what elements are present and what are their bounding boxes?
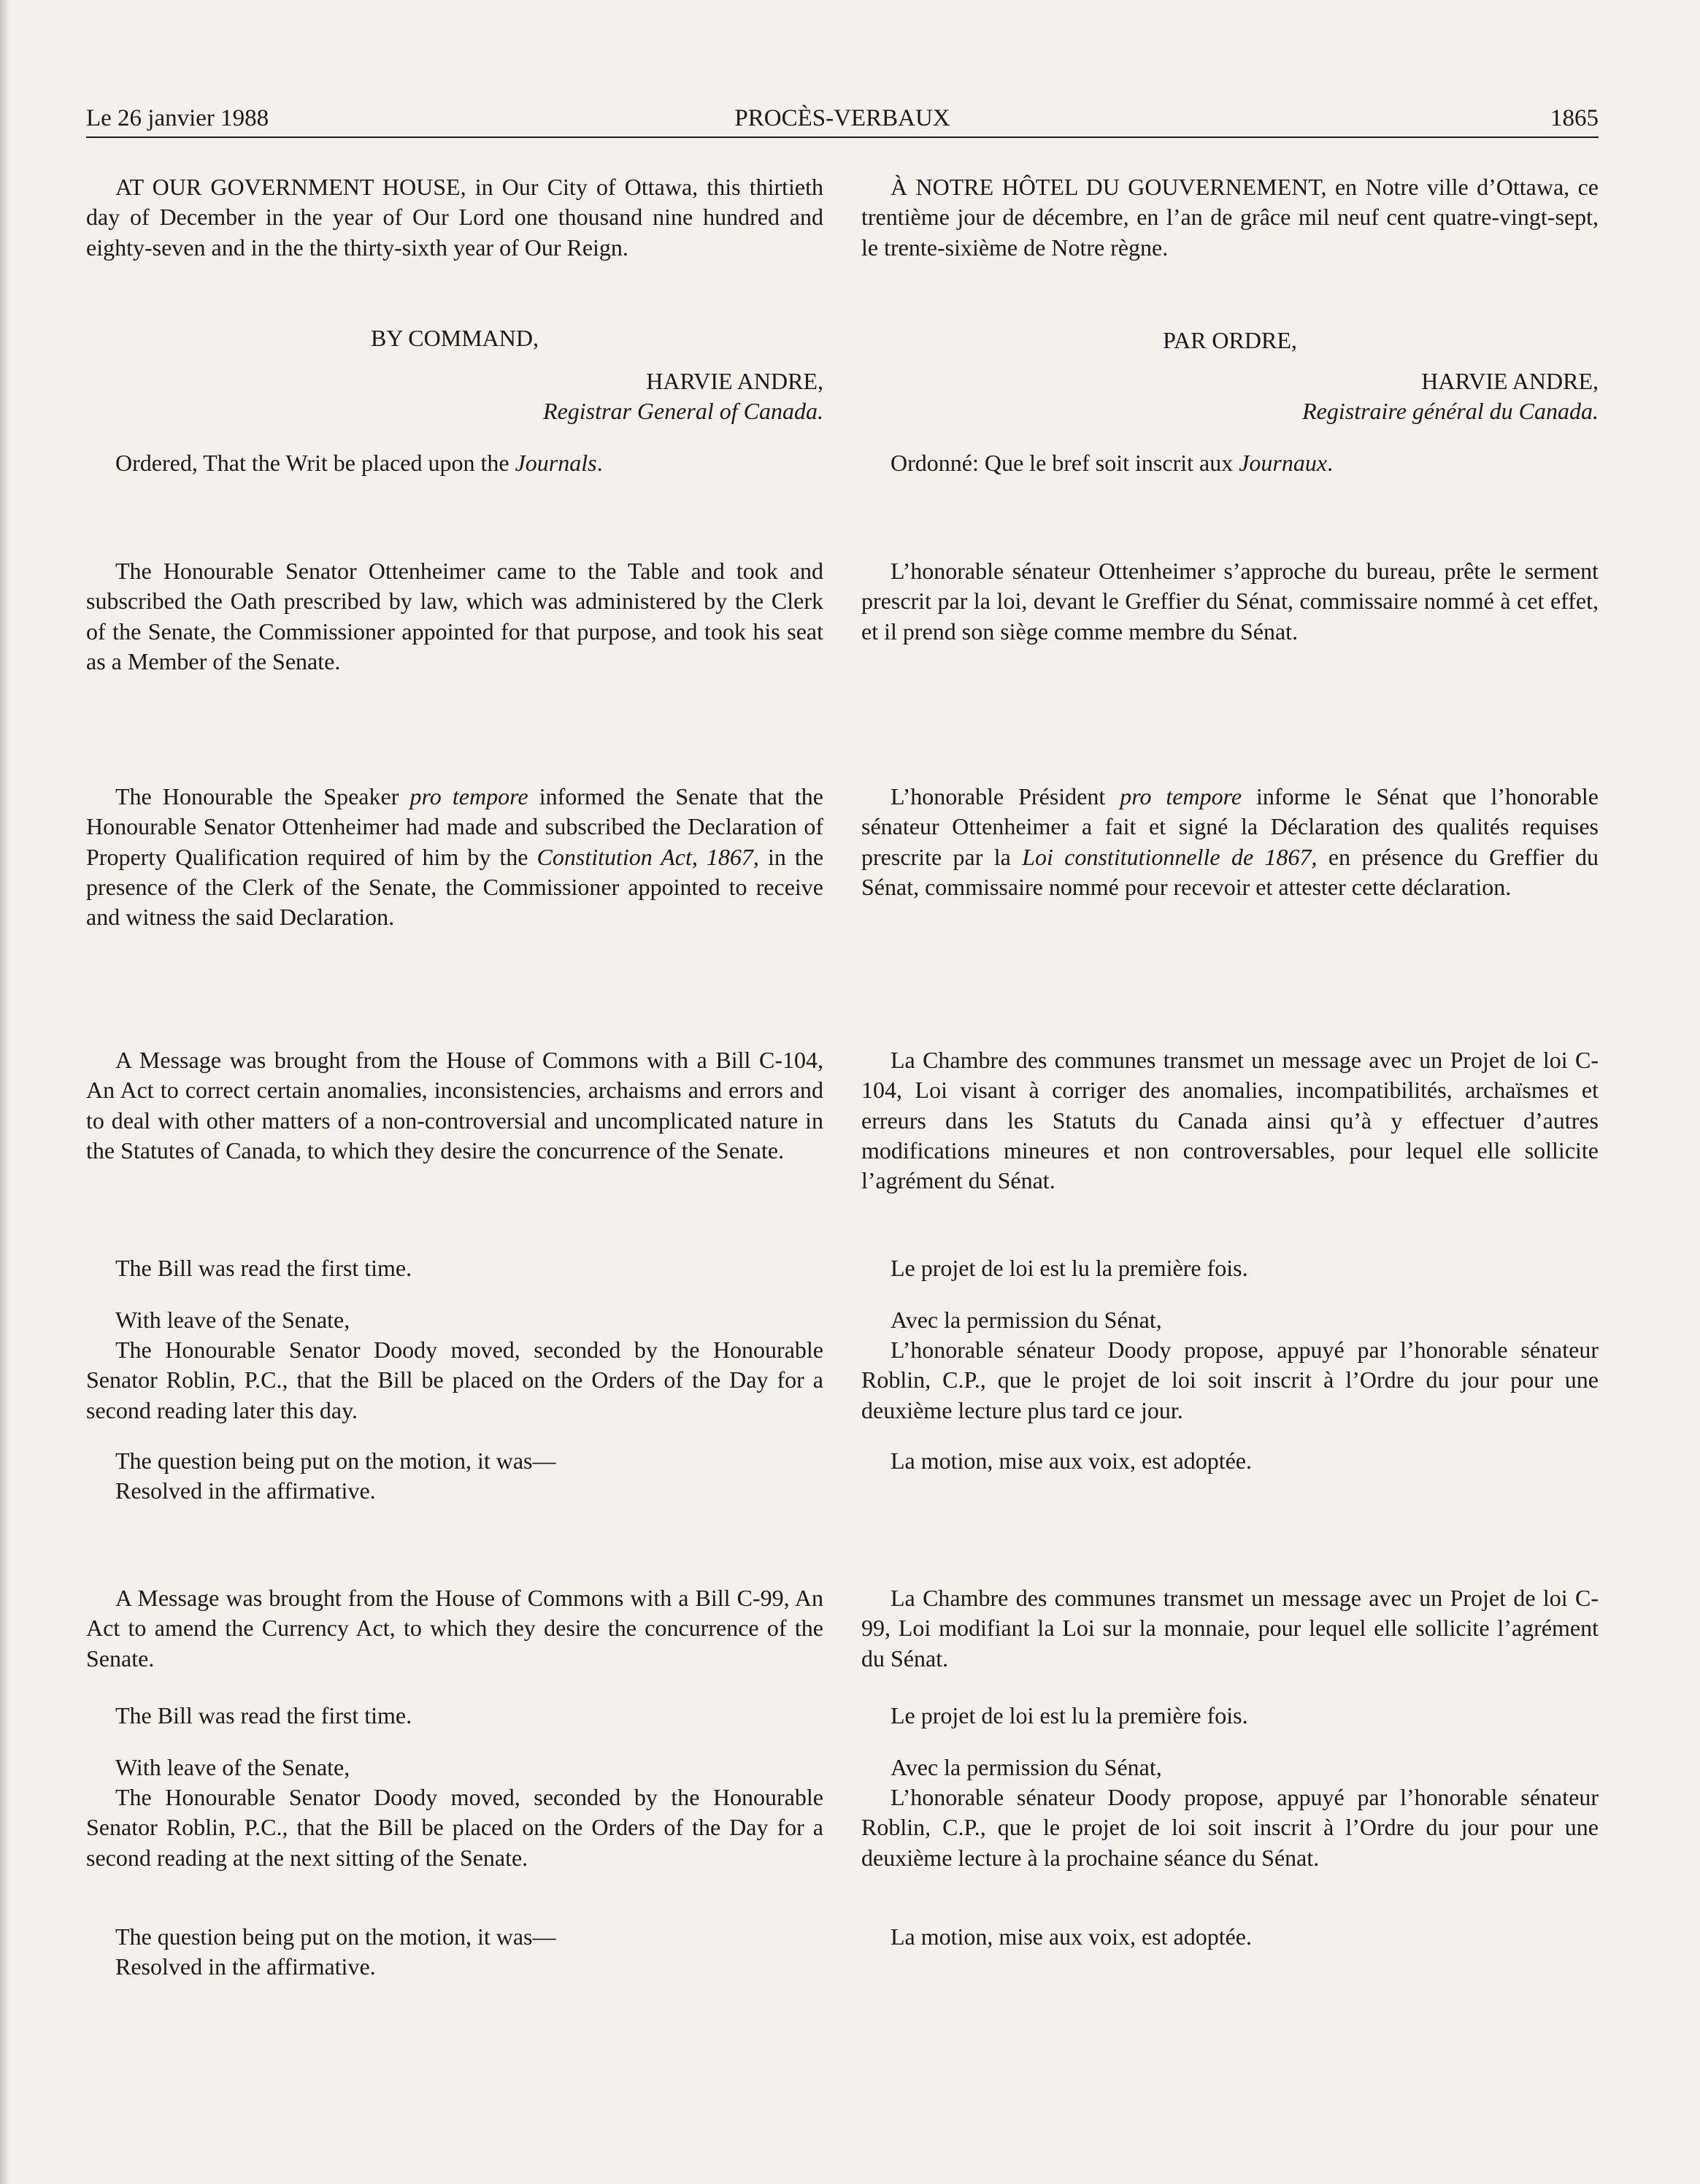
question-1-en: The question being put on the motion, it was— — [115, 1447, 556, 1474]
proclamation-fr: À NOTRE HÔTEL DU GOUVERNEMENT, en Notre ville d’Ottawa, ce trentième jour de décembre, en l’an de grâce mil neuf cent quatre-vingt-sept, le trente-sixième de Notre règne. — [861, 174, 1599, 261]
doody-motion-2-en: The Honourable Senator Doody moved, seconded by the Honourable Senator Roblin, P.C., that the Bill be placed on the Orders of the Day for a second reading at the next sitting of the Senate. — [86, 1784, 823, 1871]
question-2-en: The question being put on the motion, it was— — [115, 1923, 556, 1950]
message-c99-en: A Message was brought from the House of Commons with a Bill C-99, An Act to amend the Currency Act, to which they desire the concurrence of the Senate. — [86, 1585, 823, 1672]
running-header — [86, 102, 1599, 134]
adopted-1-fr: La motion, mise aux voix, est adoptée. — [891, 1447, 1252, 1474]
by-command-fr: PAR ORDRE, — [1163, 327, 1297, 353]
doody-motion-1-en: The Honourable Senator Doody moved, seconded by the Honourable Senator Roblin, P.C., that the Bill be placed on the Orders of the Day for a second reading later this day. — [86, 1337, 823, 1423]
header-date: Le 26 janvier 1988 — [86, 105, 269, 131]
first-reading-2-en: The Bill was read the first time. — [115, 1702, 412, 1729]
leave-1-en: With leave of the Senate, — [115, 1307, 350, 1333]
message-c99-fr: La Chambre des communes transmet un message avec un Projet de loi C-99, Loi modifiant la Loi sur la monnaie, pour lequel elle sollicite l’agrément du Sénat. — [861, 1585, 1599, 1672]
resolved-2-en: Resolved in the affirmative. — [115, 1953, 376, 1980]
ordered-fr: Ordonné: Que le bref soit inscrit aux Journaux. — [891, 450, 1334, 476]
oath-fr: L’honorable sénateur Ottenheimer s’approche du bureau, prête le serment prescrit par la loi, devant le Greffier du Sénat, commissaire nommé à cet effet, et il prend son siège comme membre du Sénat. — [861, 558, 1599, 645]
leave-2-en: With leave of the Senate, — [115, 1754, 350, 1780]
resolved-1-en: Resolved in the affirmative. — [115, 1477, 376, 1504]
doody-motion-2-fr: L’honorable sénateur Doody propose, appuyé par l’honorable sénateur Roblin, C.P., que le projet de loi soit inscrit à l’Ordre du jour pour une deuxième lecture à la prochaine séance du Sénat. — [861, 1784, 1599, 1871]
signatory-title-fr: Registraire général du Canada. — [1302, 398, 1599, 424]
oath-en: The Honourable Senator Ottenheimer came to the Table and took and subscribed the Oath prescribed by law, which was administered by the Clerk of the Senate, the Commissioner appointed for that purpose, and took his seat as a Member of the Senate. — [86, 558, 823, 674]
header-rule — [86, 136, 1599, 138]
signatory-name-fr: HARVIE ANDRE, — [1421, 368, 1599, 394]
first-reading-1-fr: Le projet de loi est lu la première fois. — [891, 1255, 1248, 1281]
first-reading-1-en: The Bill was read the first time. — [115, 1255, 412, 1281]
page-edge — [0, 0, 10, 2184]
page-number: 1865 — [1550, 105, 1599, 131]
doody-motion-1-fr: L’honorable sénateur Doody propose, appuyé par l’honorable sénateur Roblin, C.P., que le projet de loi soit inscrit à l’Ordre du jour pour une deuxième lecture plus tard ce jour. — [861, 1337, 1599, 1423]
leave-2-fr: Avec la permission du Sénat, — [891, 1754, 1162, 1780]
header-title: PROCÈS-VERBAUX — [734, 105, 950, 131]
speaker-declaration-en: The Honourable the Speaker pro tempore informed the Senate that the Honourable Senator Ottenheimer had made and subscribed the Declaration of Property Qualification required of him by the Constitution Act, 1867, in the presence of the Clerk of the Senate, the Commissioner appointed to receive and witness the said Declaration. — [86, 783, 824, 931]
speaker-declaration-fr: L’honorable Président pro tempore informe le Sénat que l’honorable sénateur Ottenheimer a fait et signé la Déclaration des qualités requises prescrite par la Loi constitutionnelle de 1867, en présence du Greffier du Sénat, commissaire nommé pour recevoir et attester cette déclaration. — [861, 783, 1599, 900]
first-reading-2-fr: Le projet de loi est lu la première fois. — [891, 1702, 1248, 1729]
adopted-2-fr: La motion, mise aux voix, est adoptée. — [891, 1923, 1252, 1950]
ordered-en: Ordered, That the Writ be placed upon the Journals. — [115, 450, 603, 476]
signatory-title-en: Registrar General of Canada. — [543, 398, 823, 424]
by-command-en: BY COMMAND, — [371, 325, 539, 351]
signatory-name-en: HARVIE ANDRE, — [646, 368, 823, 394]
leave-1-fr: Avec la permission du Sénat, — [891, 1307, 1162, 1333]
message-c104-en: A Message was brought from the House of Commons with a Bill C-104, An Act to correct certain anomalies, inconsistencies, archaisms and errors and to deal with other matters of a non-controversial and uncomplicated nature in the Statutes of Canada, to which they desire the concurrence of the Senate. — [86, 1047, 823, 1164]
message-c104-fr: La Chambre des communes transmet un message avec un Projet de loi C-104, Loi visant à corriger des anomalies, incompatibilités, archaïsmes et erreurs dans les Statuts du Canada ainsi qu’à y effectuer d’autres modifications mineures et non controversables, pour lequel elle sollicite l’agrément du Sénat. — [861, 1047, 1599, 1194]
proclamation-en: AT OUR GOVERNMENT HOUSE, in Our City of Ottawa, this thirtieth day of December in the year of Our Lord one thousand nine hundred and eighty-seven and in the the thirty-sixth year of Our Reign. — [86, 174, 823, 261]
